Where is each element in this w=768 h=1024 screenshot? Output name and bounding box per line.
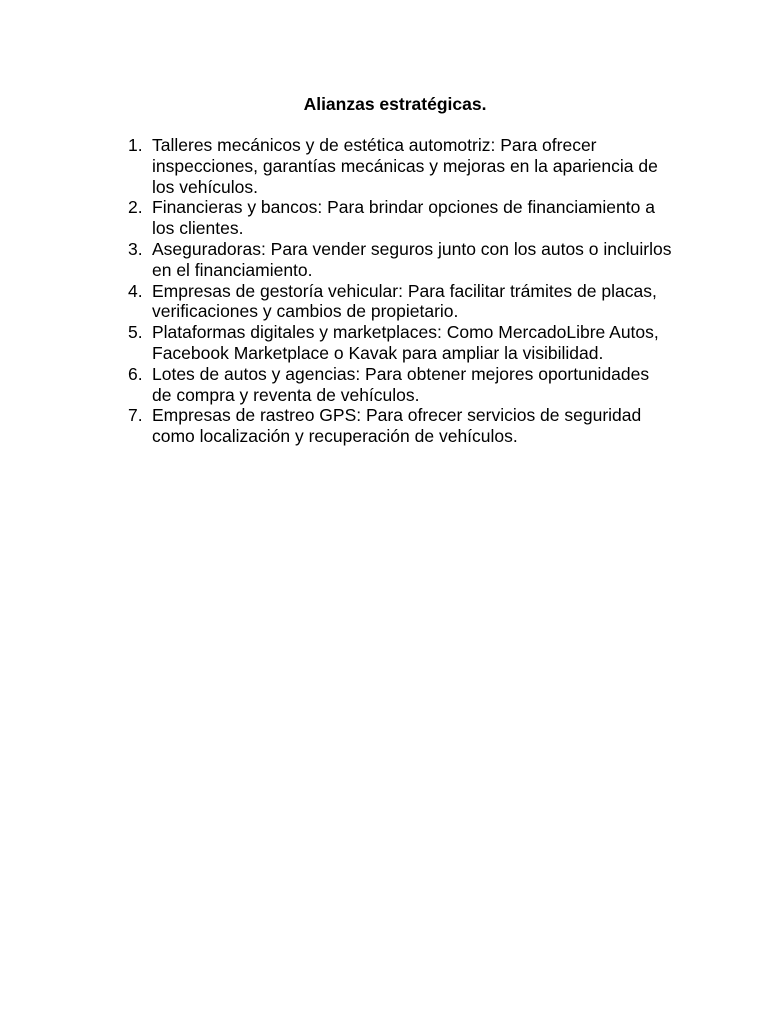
list-item-number: 5.: [128, 322, 143, 343]
list-item-number: 4.: [128, 280, 143, 301]
list-item-number: 1.: [128, 135, 143, 155]
alliances-list: [128, 135, 672, 447]
list-item-number: 3.: [128, 238, 143, 259]
list-item-text: Plataformas digitales y marketplaces: Como MercadoLibre Autos, Facebook Marketplace o Kavak para ampliar la visibilidad.: [152, 322, 659, 363]
list-item: [128, 322, 672, 364]
list-item-text: Empresas de gestoría vehicular: Para facilitar trámites de placas, verificaciones y cambios de propietario.: [152, 280, 657, 322]
list-item-number: 2.: [128, 197, 143, 218]
list-item-text: Financieras y bancos: Para brindar opciones de financiamiento a los clientes.: [152, 197, 655, 239]
list-item-text: Aseguradoras: Para vender seguros junto con los autos o incluirlos en el financiamiento.: [152, 238, 672, 280]
list-item-text: Lotes de autos y agencias: Para obtener mejores oportunidades de compra y reventa de vehículos.: [152, 363, 650, 405]
list-item: [128, 135, 672, 197]
list-item: [128, 238, 672, 281]
list-item-number: 6.: [128, 363, 143, 384]
list-item: [128, 280, 672, 323]
list-item: [128, 405, 672, 447]
list-item-text: Empresas de rastreo GPS: Para ofrecer servicios de seguridad como localización y recuperación de vehículos.: [152, 405, 642, 447]
list-item: [128, 197, 672, 239]
document-title: Alianzas estratégicas.: [303, 94, 487, 114]
list-item: [128, 363, 672, 406]
list-item-text: Talleres mecánicos y de estética automotriz: Para ofrecer inspecciones, garantías mecánicas y mejoras en la apariencia de los vehículos.: [152, 135, 658, 197]
list-item-number: 7.: [128, 405, 143, 426]
